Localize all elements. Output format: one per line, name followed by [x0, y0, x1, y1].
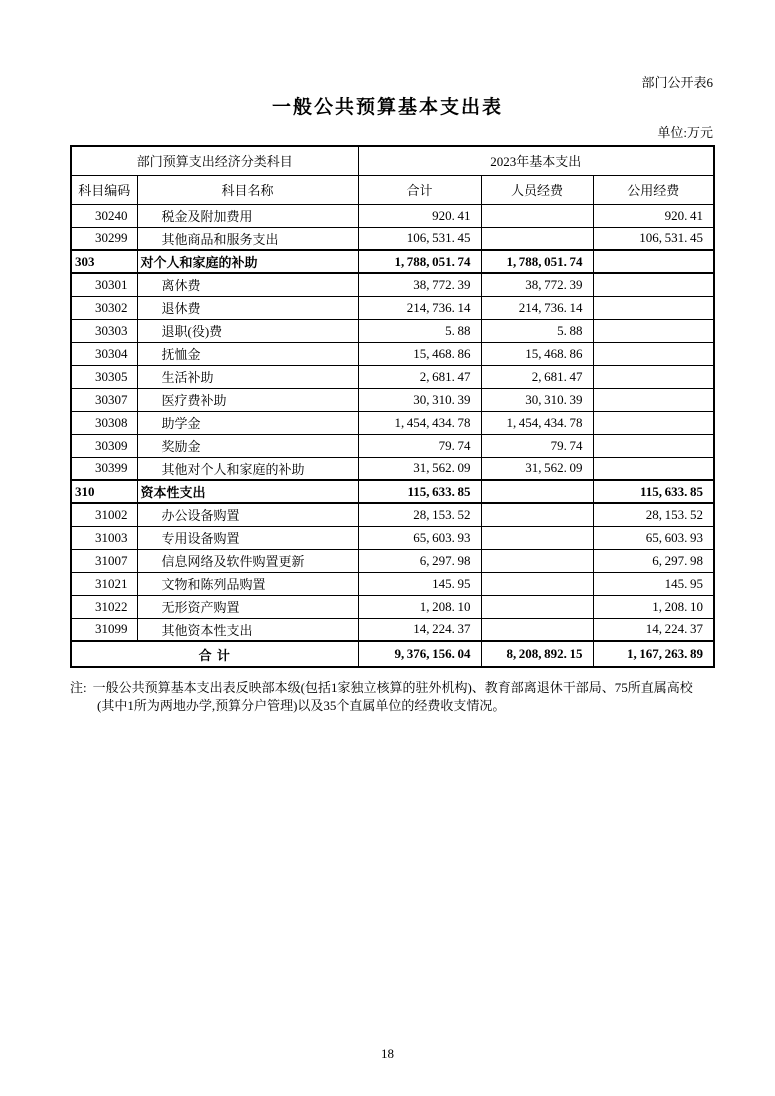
cell-total: 28, 153. 52 [358, 503, 481, 526]
cell-personnel [481, 618, 593, 641]
cell-code: 30299 [71, 227, 137, 250]
cell-public [593, 388, 714, 411]
cell-code: 30302 [71, 296, 137, 319]
cell-total: 79. 74 [358, 434, 481, 457]
cell-personnel [481, 204, 593, 227]
table-row [71, 595, 714, 618]
cell-code: 30308 [71, 411, 137, 434]
cell-name: 其他对个人和家庭的补助 [137, 457, 358, 480]
cell-code: 30305 [71, 365, 137, 388]
cell-personnel: 31, 562. 09 [481, 457, 593, 480]
cell-personnel [481, 227, 593, 250]
cell-total: 65, 603. 93 [358, 526, 481, 549]
cell-personnel: 214, 736. 14 [481, 296, 593, 319]
cell-personnel: 38, 772. 39 [481, 273, 593, 296]
cell-total: 920. 41 [358, 204, 481, 227]
page-number: 18 [381, 1046, 394, 1061]
cell-public: 1, 208. 10 [593, 595, 714, 618]
cell-total: 145. 95 [358, 572, 481, 595]
cell-total: 106, 531. 45 [358, 227, 481, 250]
cell-total: 31, 562. 09 [358, 457, 481, 480]
cell-name: 办公设备购置 [137, 503, 358, 526]
cell-total: 5. 88 [358, 319, 481, 342]
cell-public [593, 411, 714, 434]
header-col-code: 科目编码 [71, 175, 137, 204]
footnote-text-1: 一般公共预算基本支出表反映部本级(包括1家独立核算的驻外机构)、教育部离退休干部局、75所直属高校 [92, 680, 693, 695]
cell-code: 30309 [71, 434, 137, 457]
cell-public: 106, 531. 45 [593, 227, 714, 250]
cell-personnel: 15, 468. 86 [481, 342, 593, 365]
cell-personnel [481, 595, 593, 618]
table-row [71, 365, 714, 388]
footnote-line-1 [70, 679, 720, 697]
cell-name: 医疗费补助 [137, 388, 358, 411]
cell-total: 214, 736. 14 [358, 296, 481, 319]
cell-total: 1, 454, 434. 78 [358, 411, 481, 434]
cell-personnel: 8, 208, 892. 15 [481, 641, 593, 667]
table-row [71, 296, 714, 319]
cell-total: 6, 297. 98 [358, 549, 481, 572]
cell-public [593, 365, 714, 388]
cell-name: 助学金 [137, 411, 358, 434]
cell-name: 生活补助 [137, 365, 358, 388]
cell-name: 退休费 [137, 296, 358, 319]
cell-personnel [481, 480, 593, 503]
cell-name: 税金及附加费用 [137, 204, 358, 227]
table-row [71, 549, 714, 572]
table-row [71, 503, 714, 526]
cell-public [593, 250, 714, 273]
cell-code: 31003 [71, 526, 137, 549]
cell-public: 1, 167, 263. 89 [593, 641, 714, 667]
cell-personnel [481, 526, 593, 549]
cell-personnel: 79. 74 [481, 434, 593, 457]
table-row [71, 227, 714, 250]
cell-name: 退职(役)费 [137, 319, 358, 342]
cell-public: 920. 41 [593, 204, 714, 227]
cell-public: 28, 153. 52 [593, 503, 714, 526]
cell-name: 信息网络及软件购置更新 [137, 549, 358, 572]
cell-personnel [481, 549, 593, 572]
cell-total: 15, 468. 86 [358, 342, 481, 365]
unit-label: 单位:万元 [657, 125, 713, 140]
cell-public: 115, 633. 85 [593, 480, 714, 503]
cell-public: 65, 603. 93 [593, 526, 714, 549]
cell-public [593, 457, 714, 480]
header-classification-group: 部门预算支出经济分类科目 [71, 146, 358, 175]
cell-code: 30399 [71, 457, 137, 480]
cell-name: 奖励金 [137, 434, 358, 457]
header-columns-row [71, 175, 714, 204]
table-row [71, 526, 714, 549]
table-body [71, 204, 714, 667]
header-year-group: 2023年基本支出 [358, 146, 714, 175]
cell-personnel [481, 503, 593, 526]
footnote-line-2: (其中1所为两地办学,预算分户管理)以及35个直属单位的经费收支情况。 [97, 697, 506, 713]
cell-code: 31022 [71, 595, 137, 618]
table-row [71, 618, 714, 641]
table-row [71, 411, 714, 434]
cell-code: 310 [71, 480, 137, 503]
header-col-name: 科目名称 [137, 175, 358, 204]
table-row [71, 342, 714, 365]
table-header [71, 146, 714, 204]
cell-public: 145. 95 [593, 572, 714, 595]
cell-name: 文物和陈列品购置 [137, 572, 358, 595]
cell-name: 其他资本性支出 [137, 618, 358, 641]
cell-total: 1, 208. 10 [358, 595, 481, 618]
cell-code: 30307 [71, 388, 137, 411]
cell-total: 115, 633. 85 [358, 480, 481, 503]
cell-code: 30240 [71, 204, 137, 227]
table-row [71, 572, 714, 595]
header-col-total: 合计 [358, 175, 481, 204]
cell-total: 2, 681. 47 [358, 365, 481, 388]
cell-public: 14, 224. 37 [593, 618, 714, 641]
cell-code: 31021 [71, 572, 137, 595]
cell-public: 6, 297. 98 [593, 549, 714, 572]
cell-total: 9, 376, 156. 04 [358, 641, 481, 667]
cell-name: 专用设备购置 [137, 526, 358, 549]
footnote [70, 679, 720, 714]
cell-public [593, 319, 714, 342]
cell-name: 资本性支出 [137, 480, 358, 503]
budget-expenditure-table [70, 145, 715, 668]
page-title: 一般公共预算基本支出表 [271, 97, 503, 118]
cell-code: 30303 [71, 319, 137, 342]
table-row [71, 204, 714, 227]
cell-personnel: 1, 454, 434. 78 [481, 411, 593, 434]
table-row [71, 434, 714, 457]
cell-total: 1, 788, 051. 74 [358, 250, 481, 273]
cell-name: 其他商品和服务支出 [137, 227, 358, 250]
cell-total: 38, 772. 39 [358, 273, 481, 296]
footnote-prefix: 注: [70, 680, 87, 695]
cell-public [593, 434, 714, 457]
table-row [71, 480, 714, 503]
header-col-personnel: 人员经费 [481, 175, 593, 204]
cell-personnel [481, 572, 593, 595]
cell-personnel: 1, 788, 051. 74 [481, 250, 593, 273]
table-row [71, 319, 714, 342]
cell-public [593, 273, 714, 296]
header-group-row [71, 146, 714, 175]
cell-code: 31002 [71, 503, 137, 526]
header-col-public: 公用经费 [593, 175, 714, 204]
cell-code: 31099 [71, 618, 137, 641]
cell-name: 无形资产购置 [137, 595, 358, 618]
cell-public [593, 296, 714, 319]
cell-code: 303 [71, 250, 137, 273]
table-row [71, 250, 714, 273]
cell-personnel: 30, 310. 39 [481, 388, 593, 411]
total-label: 合 计 [71, 641, 358, 667]
cell-name: 抚恤金 [137, 342, 358, 365]
cell-code: 31007 [71, 549, 137, 572]
cell-code: 30304 [71, 342, 137, 365]
cell-personnel: 5. 88 [481, 319, 593, 342]
table-row [71, 457, 714, 480]
cell-total: 30, 310. 39 [358, 388, 481, 411]
table-row [71, 388, 714, 411]
cell-public [593, 342, 714, 365]
table-total-row [71, 641, 714, 667]
cell-total: 14, 224. 37 [358, 618, 481, 641]
table-row [71, 273, 714, 296]
cell-code: 30301 [71, 273, 137, 296]
cell-name: 离休费 [137, 273, 358, 296]
cell-name: 对个人和家庭的补助 [137, 250, 358, 273]
form-number-label: 部门公开表6 [641, 75, 713, 90]
cell-personnel: 2, 681. 47 [481, 365, 593, 388]
